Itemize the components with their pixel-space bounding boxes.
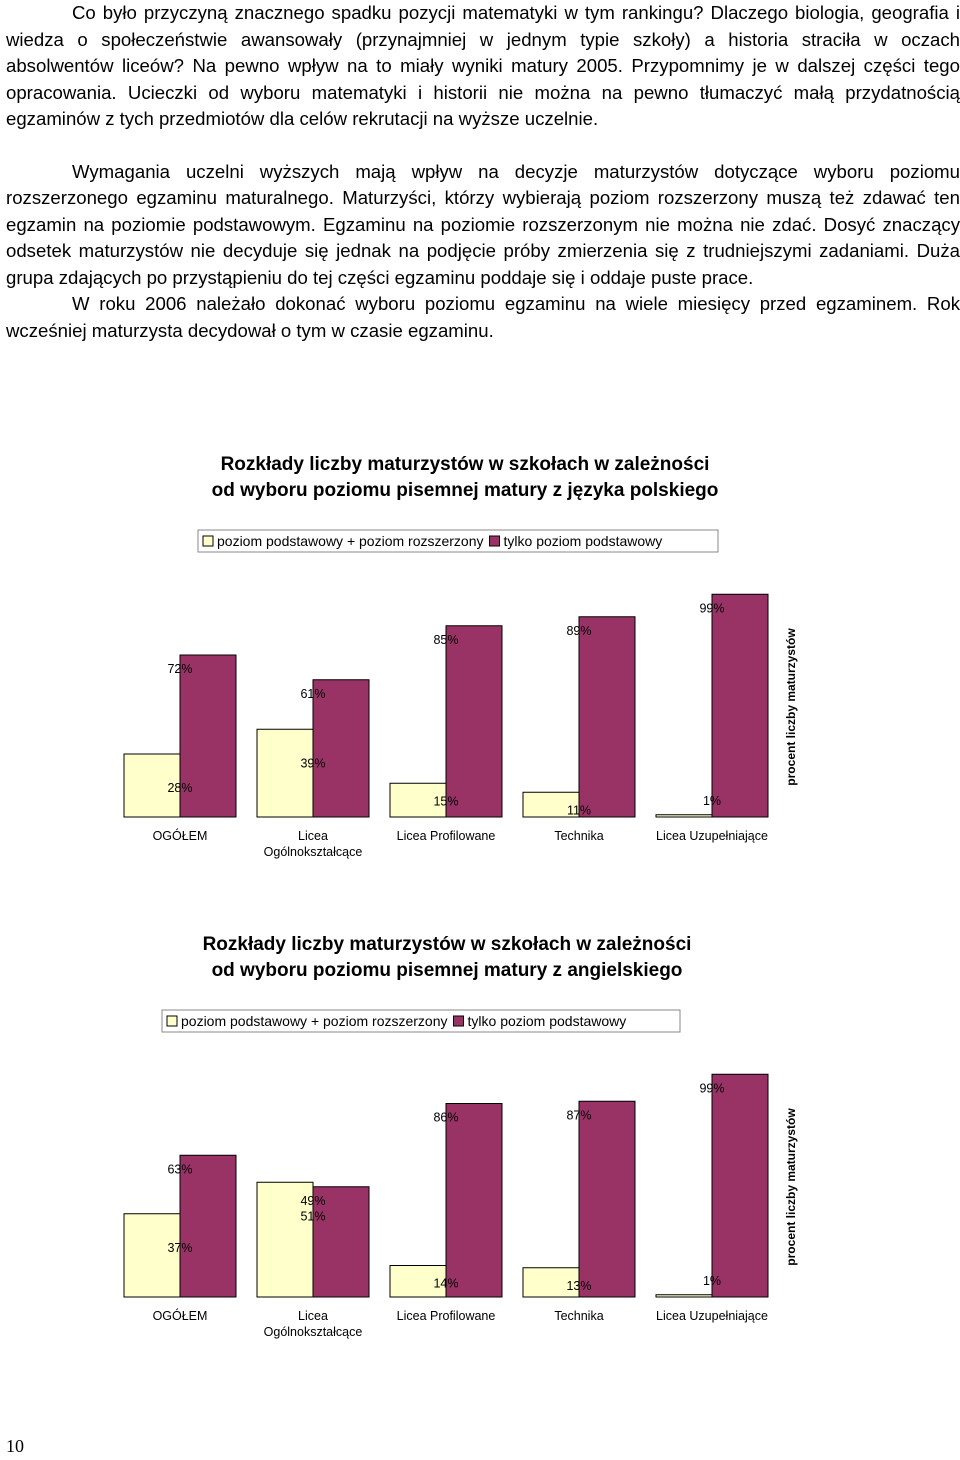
- data-label-series-2-2: 86%: [433, 1110, 459, 1125]
- bar-series-2-4: [712, 594, 768, 817]
- paragraph-3: W roku 2006 należało dokonać wyboru poziomu egzaminu na wiele miesięcy przed egzaminem. Rok wcześniej maturzysta decydował o tym w czasie egzaminu.: [6, 293, 960, 341]
- data-label-series-1-0: 28%: [167, 780, 193, 795]
- category-label-1: Licea: [298, 1309, 328, 1323]
- data-label-series-2-0: 72%: [167, 662, 193, 676]
- data-label-series-1-2: 14%: [433, 1276, 459, 1291]
- category-label-0: OGÓŁEM: [152, 829, 208, 843]
- bar-series-2-2: [446, 1104, 502, 1298]
- data-label-series-2-3: 89%: [566, 623, 592, 638]
- category-label-4: Licea Uzupełniające: [656, 829, 768, 843]
- category-label-1-line-1: Ogólnokształcące: [263, 1325, 363, 1339]
- data-label-series-1-1: 39%: [300, 756, 326, 771]
- bar-series-1-1: [257, 729, 313, 817]
- data-label-series-1-3: 13%: [566, 1278, 592, 1293]
- paragraph-2: Wymagania uczelni wyższych mają wpływ na decyzje maturzystów dotyczące wyboru poziomu rozszerzonego egzaminu maturalnego. Maturzyści, którzy wybierają poziom rozszerzony muszą też zdawać ten egzamin na poziomie podstawowym. Egzaminu na poziomie rozszerzonym nie można nie zdać. Dosyć znaczący odsetek maturzystów nie decyduje się jednak na podjęcie próby zmierzenia się z trudniejszymi zadaniami. Duża grupa zdających po przystąpieniu do tej części egzaminu poddaje się i oddaje puste prace.: [6, 160, 960, 288]
- legend-swatch-series-2: [490, 536, 500, 546]
- page-number: 10: [6, 1436, 24, 1456]
- data-label-series-2-0: 63%: [167, 1162, 193, 1177]
- data-label-series-2-4: 99%: [699, 601, 725, 616]
- bar-series-2-3: [579, 617, 635, 817]
- data-label-series-2-1: 49%: [300, 1193, 326, 1208]
- legend-swatch-series-1: [203, 536, 213, 546]
- bar-series-2-4: [712, 1074, 768, 1297]
- category-label-1-line-1: Ogólnokształcące: [263, 845, 363, 859]
- data-label-series-2-2: 85%: [433, 632, 459, 647]
- data-label-series-1-4: 1%: [702, 794, 722, 808]
- legend-label-series-1: poziom podstawowy + poziom rozszerzony: [217, 533, 484, 549]
- category-label-4: Licea Uzupełniające: [656, 1309, 768, 1323]
- category-label-3: Technika: [554, 1309, 604, 1323]
- category-label-1: Licea: [298, 829, 328, 843]
- chart-title-line-2: od wyboru poziomu pisemnej matury z języka polskiego: [211, 480, 719, 501]
- y-axis-label: procent liczby maturzystów: [784, 628, 798, 786]
- category-label-3: Technika: [554, 829, 604, 843]
- data-label-series-1-2: 15%: [433, 794, 459, 809]
- body-text: [6, 0, 960, 344]
- bar-series-1-4: [656, 1295, 712, 1297]
- chart-title-line-2: od wyboru poziomu pisemnej matury z angielskiego: [211, 960, 683, 981]
- legend-swatch-series-1: [167, 1016, 177, 1026]
- category-label-2: Licea Profilowane: [396, 1309, 496, 1323]
- chart-polish: [0, 445, 960, 875]
- data-label-series-1-0: 37%: [167, 1240, 193, 1255]
- data-label-series-2-3: 87%: [566, 1108, 592, 1123]
- bar-series-2-2: [446, 626, 502, 817]
- bar-series-2-3: [579, 1101, 635, 1297]
- legend-swatch-series-2: [454, 1016, 464, 1026]
- chart-english: [0, 925, 960, 1355]
- category-label-0: OGÓŁEM: [152, 1309, 208, 1323]
- data-label-series-2-1: 61%: [300, 686, 326, 701]
- bar-series-1-0: [124, 1214, 180, 1297]
- data-label-series-1-1: 51%: [300, 1209, 326, 1224]
- chart-title-line-1: Rozkłady liczby maturzystów w szkołach w zależności: [202, 934, 692, 955]
- y-axis-label: procent liczby maturzystów: [784, 1108, 798, 1266]
- legend-label-series-2: tylko poziom podstawowy: [467, 1013, 627, 1029]
- data-label-series-1-4: 1%: [702, 1274, 722, 1288]
- category-label-2: Licea Profilowane: [396, 829, 496, 843]
- bar-series-2-0: [180, 1155, 236, 1297]
- legend-label-series-2: tylko poziom podstawowy: [503, 533, 663, 549]
- data-label-series-2-4: 99%: [699, 1081, 725, 1096]
- chart-title-line-1: Rozkłady liczby maturzystów w szkołach w zależności: [220, 454, 710, 475]
- data-label-series-1-3: 11%: [566, 803, 592, 818]
- legend-label-series-1: poziom podstawowy + poziom rozszerzony: [181, 1013, 448, 1029]
- paragraph-1: Co było przyczyną znacznego spadku pozycji matematyki w tym rankingu? Dlaczego biologia, geografia i wiedza o społeczeństwie awansowały (przynajmniej w jednym typie szkoły) a historia straciła w oczach absolwentów liceów? Na pewno wpływ na to miały wyniki matury 2005. Przypomnimy je w dalszej części tego opracowania. Ucieczki od wyboru matematyki i historii nie można na pewno tłumaczyć małą przydatnością egzaminów z tych przedmiotów dla celów rekrutacji na wyższe uczelnie.: [6, 2, 960, 129]
- bar-series-1-4: [656, 815, 712, 817]
